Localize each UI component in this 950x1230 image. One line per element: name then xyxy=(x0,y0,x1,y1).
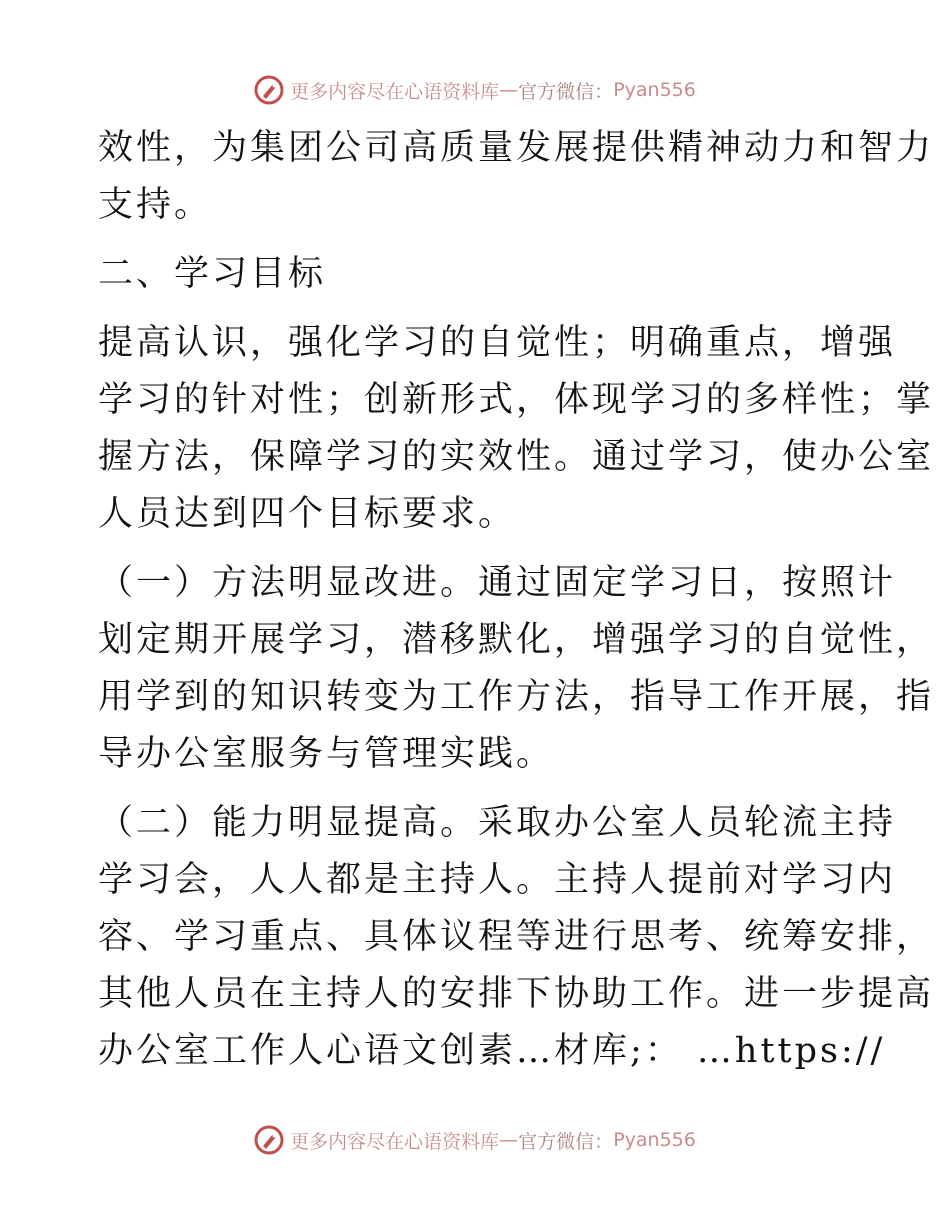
header-banner xyxy=(0,70,950,110)
pen-logo-icon xyxy=(254,1125,284,1155)
text-line: 学习的针对性；创新形式，体现学习的多样性；掌 xyxy=(98,380,935,420)
text-line: 效性，为集团公司高质量发展提供精神动力和智力 xyxy=(98,128,935,168)
text-line: 容、学习重点、具体议程等进行思考、统筹安排， xyxy=(98,917,935,957)
banner-wechat-id: Pyan556 xyxy=(613,1129,696,1151)
heading-text: 二、学习目标 xyxy=(98,254,327,294)
text-line: 提高认识，强化学习的自觉性；明确重点，增强 xyxy=(98,323,897,363)
text-line: （一）方法明显改进。通过固定学习日，按照计 xyxy=(98,563,897,603)
text-line: 握方法，保障学习的实效性。通过学习，使办公室 xyxy=(98,437,935,477)
banner-wechat-label: 官方微信： xyxy=(518,1130,614,1153)
text-line: 人员达到四个目标要求。 xyxy=(98,494,517,534)
text-line: 导办公室服务与管理实践。 xyxy=(98,734,555,774)
section-heading xyxy=(98,246,858,303)
text-line: 用学到的知识转变为工作方法，指导工作开展，指 xyxy=(98,677,935,717)
text-line: 划定期开展学习，潜移默化，增强学习的自觉性， xyxy=(98,620,935,660)
paragraph-2 xyxy=(98,315,935,543)
pen-logo-icon xyxy=(254,75,284,105)
banner-separator: — xyxy=(499,79,519,101)
banner-wechat-id: Pyan556 xyxy=(613,79,696,101)
paragraph-4 xyxy=(98,795,935,1080)
document-body xyxy=(98,120,935,1080)
banner-separator: — xyxy=(499,1129,519,1151)
text-line: 办公室工作人心语文创素…材库;： …https:// xyxy=(98,1031,886,1071)
text-line: 支持。 xyxy=(98,185,213,225)
text-line: 学习会，人人都是主持人。主持人提前对学习内 xyxy=(98,860,897,900)
footer-banner xyxy=(0,1120,950,1160)
banner-brand-text: 更多内容尽在心语资料库 xyxy=(290,1130,500,1153)
banner-wechat-label: 官方微信： xyxy=(518,80,614,103)
text-line: 其他人员在主持人的安排下协助工作。进一步提高 xyxy=(98,974,935,1014)
paragraph-3 xyxy=(98,555,935,783)
banner-brand-text: 更多内容尽在心语资料库 xyxy=(290,80,500,103)
text-line: （二）能力明显提高。采取办公室人员轮流主持 xyxy=(98,803,897,843)
paragraph-1 xyxy=(98,120,935,234)
